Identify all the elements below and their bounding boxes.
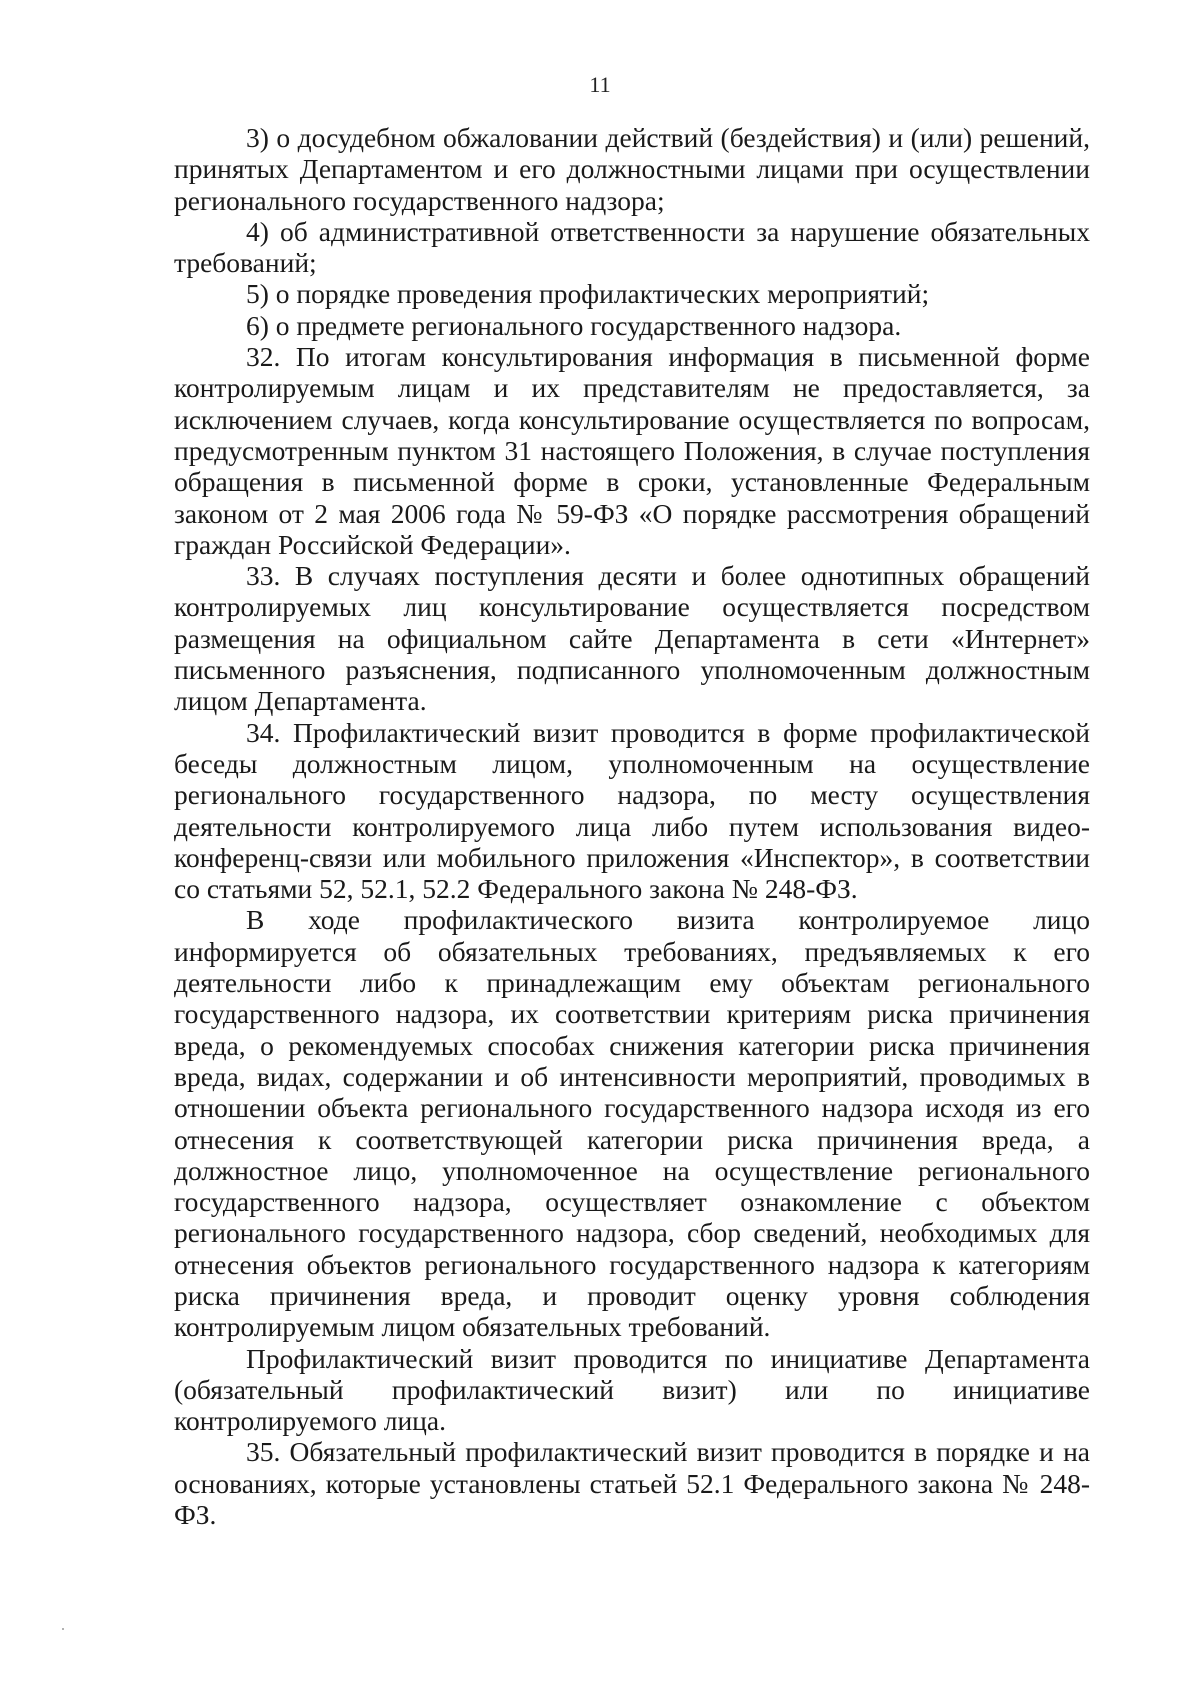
document-body: [174, 122, 1090, 1530]
paragraph-33: 33. В случаях поступления десяти и более однотипных обращений контролируемых лиц консультирование осуществляется посредством размещения на официальном сайте Департамента в сети «Интернет» письменного разъяснения, подписанного уполномоченным должностным лицом Департамента.: [174, 560, 1090, 717]
paragraph-34-initiative: Профилактический визит проводится по инициативе Департамента (обязательный профилактический визит) или по инициативе контролируемого лица.: [174, 1342, 1090, 1437]
paragraph-item-4: 4) об административной ответственности за нарушение обязательных требований;: [174, 215, 1090, 279]
scan-speck: [62, 1628, 64, 1630]
paragraph-item-3: 3) о досудебном обжаловании действий (бездействия) и (или) решений, принятых Департаментом и его должностными лицами при осуществлении регионального государственного надзора;: [174, 122, 1090, 216]
paragraph-34-visit-details: В ходе профилактического визита контролируемое лицо информируется об обязательных требованиях, предъявляемых к его деятельности либо к принадлежащим ему объектам регионального государственного надзора, их соответствии критериям риска причинения вреда, о рекомендуемых способах снижения категории риска причинения вреда, видах, содержании и об интенсивности мероприятий, проводимых в отношении объекта регионального государственного надзора исходя из его отнесения к соответствующей категории риска причинения вреда, а должностное лицо, уполномоченное на осуществление регионального государственного надзора, осуществляет ознакомление с объектом регионального государственного надзора, сбор сведений, необходимых для отнесения объектов регионального государственного надзора к категориям риска причинения вреда, и проводит оценку уровня соблюдения контролируемым лицом обязательных требований.: [174, 904, 1090, 1343]
paragraph-item-5: 5) о порядке проведения профилактических мероприятий;: [246, 278, 930, 310]
paragraph-item-6: 6) о предмете регионального государственного надзора.: [246, 309, 902, 341]
paragraph-35: 35. Обязательный профилактический визит проводится в порядке и на основаниях, которые установлены статьей 52.1 Федерального закона № 248-ФЗ.: [174, 1436, 1090, 1531]
paragraph-34: 34. Профилактический визит проводится в форме профилактической беседы должностным лицом, уполномоченным на осуществление регионального государственного надзора, по месту осуществления деятельности контролируемого лица либо путем использования видео-конференц-связи или мобильного приложения «Инспектор», в соответствии со статьями 52, 52.1, 52.2 Федерального закона № 248-ФЗ.: [174, 716, 1090, 905]
page-number: 11: [589, 72, 611, 97]
paragraph-32: 32. По итогам консультирования информация в письменной форме контролируемым лицам и их представителям не предоставляется, за исключением случаев, когда консультирование осуществляется по вопросам, предусмотренным пунктом 31 настоящего Положения, в случае поступления обращения в письменной форме в сроки, установленные Федеральным законом от 2 мая 2006 года № 59-ФЗ «О порядке рассмотрения обращений граждан Российской Федерации».: [174, 341, 1090, 560]
